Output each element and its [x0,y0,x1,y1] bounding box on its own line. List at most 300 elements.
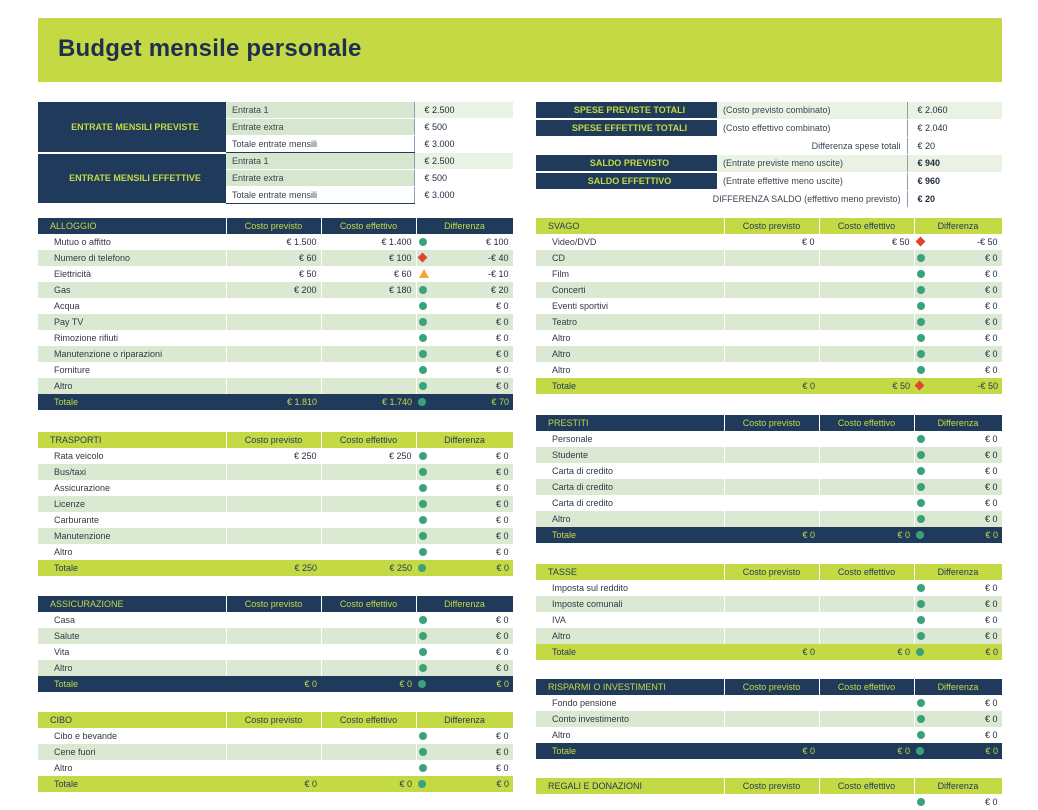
difference-cell [914,266,1002,282]
planned-cost-cell[interactable] [226,298,321,314]
planned-cost-cell[interactable]: € 250 [226,448,321,464]
actual-cost-cell[interactable] [321,330,416,346]
item-label[interactable]: Carburante [38,512,226,528]
item-label[interactable]: Rata veicolo [38,448,226,464]
planned-cost-cell[interactable] [226,378,321,394]
actual-cost-cell[interactable] [321,612,416,628]
difference-cell [914,431,1002,447]
actual-cost-cell[interactable] [819,727,914,743]
planned-cost-cell[interactable] [724,711,819,727]
difference-value: € 20 [490,285,509,295]
status-ok-icon [419,748,427,756]
item-label[interactable]: Altro [38,760,226,776]
actual-cost-cell[interactable] [321,480,416,496]
category-header [38,432,513,448]
item-label[interactable]: Cibo e bevande [38,728,226,744]
item-label[interactable]: Manutenzione [38,528,226,544]
actual-cost-cell[interactable] [819,447,914,463]
planned-cost-cell[interactable]: € 0 [226,676,321,692]
item-row [38,644,513,660]
difference-value: -€ 40 [487,253,509,263]
summary-value[interactable]: € 2.500 [414,102,513,119]
planned-cost-cell[interactable] [226,496,321,512]
category-table [536,778,1003,810]
item-label[interactable]: Numero di telefono [38,250,226,266]
actual-cost-cell[interactable] [819,362,914,378]
col-header-planned: Costo previsto [724,218,819,234]
item-label[interactable]: Elettricità [38,266,226,282]
col-header-planned: Costo previsto [724,415,819,431]
difference-value: € 0 [495,631,509,642]
difference-value: € 0 [495,498,509,509]
difference-cell [914,743,1002,759]
planned-cost-cell[interactable] [724,250,819,266]
item-label[interactable]: Totale [536,743,724,759]
actual-cost-cell[interactable] [819,495,914,511]
planned-cost-cell[interactable] [724,695,819,711]
actual-cost-cell[interactable]: € 0 [819,644,914,660]
difference-value: € 0 [985,746,998,756]
difference-cell [914,596,1002,612]
summary-value[interactable]: € 3.000 [414,136,513,153]
item-label[interactable]: Altro [536,511,724,527]
planned-cost-cell[interactable] [724,495,819,511]
actual-cost-cell[interactable] [819,695,914,711]
difference-value: € 0 [495,317,509,327]
planned-cost-cell[interactable] [724,362,819,378]
difference-value: € 0 [984,285,998,295]
actual-cost-cell[interactable]: € 0 [321,676,416,692]
planned-cost-cell[interactable] [724,727,819,743]
planned-cost-cell[interactable] [226,362,321,378]
col-header-diff: Differenza [416,218,513,234]
planned-cost-cell[interactable] [724,330,819,346]
item-row [536,727,1002,743]
difference-value: € 0 [984,317,998,327]
actual-cost-cell[interactable] [819,431,914,447]
difference-value: € 0 [495,381,509,391]
actual-cost-cell[interactable] [819,794,914,810]
item-label[interactable]: Totale [38,776,226,792]
planned-cost-cell[interactable] [226,612,321,628]
difference-cell [416,660,513,676]
actual-cost-cell[interactable] [321,314,416,330]
difference-cell [416,448,513,464]
difference-value: € 0 [495,514,509,525]
summary-label: DIFFERENZA SALDO (effettivo meno previsto) [536,190,907,208]
planned-cost-cell[interactable] [226,512,321,528]
actual-cost-cell[interactable] [819,580,914,596]
actual-cost-cell[interactable]: € 100 [321,250,416,266]
difference-value: € 0 [495,333,509,343]
actual-cost-cell[interactable] [321,378,416,394]
item-label[interactable]: Totale [38,394,226,410]
item-label[interactable]: Altro [536,330,724,346]
planned-cost-cell[interactable] [226,314,321,330]
planned-cost-cell[interactable] [724,511,819,527]
planned-cost-cell[interactable] [724,479,819,495]
difference-cell [914,727,1002,743]
difference-cell [914,314,1002,330]
status-ok-icon [917,435,925,443]
category-header [536,218,1002,234]
category-name: ALLOGGIO [38,218,226,234]
difference-value: € 0 [984,466,998,477]
actual-cost-cell[interactable] [321,464,416,480]
difference-value: -€ 50 [976,237,998,247]
actual-cost-cell[interactable] [819,612,914,628]
planned-cost-cell[interactable] [724,612,819,628]
planned-cost-cell[interactable]: € 0 [724,743,819,759]
item-row [536,612,1002,628]
item-label[interactable]: Rimozione rifiuti [38,330,226,346]
summary-value[interactable]: € 3.000 [414,187,513,204]
actual-cost-cell[interactable] [321,744,416,760]
difference-value: € 0 [495,450,509,461]
category-name: REGALI E DONAZIONI [536,778,724,794]
actual-cost-cell[interactable] [819,298,914,314]
item-label[interactable]: Cene fuori [38,744,226,760]
actual-cost-cell[interactable] [819,282,914,298]
status-ok-icon [418,680,426,688]
difference-cell [416,544,513,560]
difference-cell [416,644,513,660]
difference-value: -€ 10 [487,269,509,279]
difference-cell [914,644,1002,660]
difference-cell [416,250,513,266]
summary-row [536,172,1002,190]
status-ok-icon [917,600,925,608]
category-table [38,432,514,576]
item-label[interactable]: Totale [536,527,724,543]
status-ok-icon [419,516,427,524]
actual-cost-cell[interactable] [819,628,914,644]
planned-cost-cell[interactable] [226,644,321,660]
item-row [536,794,1002,810]
planned-cost-cell[interactable] [724,282,819,298]
actual-cost-cell[interactable] [819,266,914,282]
item-label[interactable]: Imposta sul reddito [536,580,724,596]
actual-cost-cell[interactable]: € 60 [321,266,416,282]
item-label[interactable]: IVA [536,612,724,628]
item-row [536,695,1002,711]
status-ok-icon [917,350,925,358]
col-header-actual: Costo effettivo [321,596,416,612]
planned-cost-cell[interactable] [724,447,819,463]
summary-value[interactable]: € 500 [414,119,513,136]
item-label[interactable] [536,794,724,810]
item-label[interactable]: Altro [38,660,226,676]
planned-cost-cell[interactable]: € 50 [226,266,321,282]
item-label[interactable]: Imposte comunali [536,596,724,612]
item-row [38,330,513,346]
item-label[interactable]: Video/DVD [536,234,724,250]
item-label[interactable]: Totale [38,560,226,576]
status-ok-icon [916,747,924,755]
difference-cell [416,560,513,576]
planned-cost-cell[interactable]: € 0 [724,644,819,660]
item-label[interactable]: CD [536,250,724,266]
actual-cost-cell[interactable] [321,512,416,528]
actual-cost-cell[interactable]: € 1.740 [321,394,416,410]
status-ok-icon [419,452,427,460]
item-label[interactable]: Eventi sportivi [536,298,724,314]
item-label[interactable]: Fondo pensione [536,695,724,711]
difference-value: € 0 [495,762,509,773]
actual-cost-cell[interactable] [321,496,416,512]
item-row [536,346,1002,362]
planned-cost-cell[interactable]: € 0 [724,378,819,394]
planned-cost-cell[interactable] [226,628,321,644]
difference-value: € 0 [984,498,998,509]
status-ok-icon [419,532,427,540]
planned-cost-cell[interactable] [226,660,321,676]
actual-cost-cell[interactable] [819,511,914,527]
summary-header: SPESE EFFETTIVE TOTALI [536,119,717,137]
planned-cost-cell[interactable]: € 1.810 [226,394,321,410]
total-row [536,644,1002,660]
difference-value: € 0 [495,615,509,626]
planned-cost-cell[interactable] [226,544,321,560]
item-row [38,760,513,776]
planned-cost-cell[interactable] [724,463,819,479]
status-ok-icon [419,318,427,326]
status-ok-icon [419,350,427,358]
item-label[interactable]: Totale [536,644,724,660]
item-label[interactable]: Carta di credito [536,495,724,511]
planned-cost-cell[interactable] [724,431,819,447]
col-header-planned: Costo previsto [724,679,819,695]
difference-cell [914,234,1002,250]
summary-value[interactable]: € 500 [414,170,513,187]
status-ok-icon [419,484,427,492]
actual-cost-cell[interactable] [321,298,416,314]
difference-cell [416,760,513,776]
category-name: ASSICURAZIONE [38,596,226,612]
planned-cost-cell[interactable] [226,464,321,480]
status-ok-icon [418,398,426,406]
item-row [536,431,1002,447]
item-label[interactable]: Bus/taxi [38,464,226,480]
summary-row [536,102,1002,119]
planned-cost-cell[interactable]: € 250 [226,560,321,576]
actual-cost-cell[interactable] [321,346,416,362]
difference-cell [416,464,513,480]
status-ok-icon [917,731,925,739]
status-ok-icon [917,270,925,278]
item-row [38,544,513,560]
planned-cost-cell[interactable] [226,330,321,346]
status-ok-icon [917,483,925,491]
status-ok-icon [917,467,925,475]
item-row [38,528,513,544]
status-ok-icon [418,564,426,572]
item-row [38,314,513,330]
item-label[interactable]: Mutuo o affitto [38,234,226,250]
difference-value: € 0 [495,530,509,541]
balance-summary [536,102,1002,208]
difference-cell [914,628,1002,644]
actual-cost-cell[interactable]: € 0 [819,527,914,543]
difference-cell [416,298,513,314]
item-label[interactable]: Carta di credito [536,463,724,479]
status-ok-icon [917,584,925,592]
planned-cost-cell[interactable]: € 200 [226,282,321,298]
item-label[interactable]: Altro [536,362,724,378]
summary-label: Entrata 1 [226,153,414,170]
col-header-actual: Costo effettivo [819,218,914,234]
actual-cost-cell[interactable] [321,760,416,776]
actual-cost-cell[interactable]: € 250 [321,448,416,464]
summary-label: (Entrate previste meno uscite) [717,155,907,173]
category-table [536,218,1003,394]
status-ok-icon [419,366,427,374]
actual-cost-cell[interactable] [321,528,416,544]
actual-cost-cell[interactable]: € 250 [321,560,416,576]
category-table [38,218,514,410]
planned-cost-cell[interactable] [226,528,321,544]
planned-cost-cell[interactable] [724,266,819,282]
actual-cost-cell[interactable] [819,711,914,727]
actual-cost-cell[interactable] [819,314,914,330]
item-row [536,266,1002,282]
actual-cost-cell[interactable] [819,463,914,479]
item-label[interactable]: Conto investimento [536,711,724,727]
item-row [38,362,513,378]
item-label[interactable]: Vita [38,644,226,660]
planned-cost-cell[interactable] [724,794,819,810]
item-label[interactable]: Salute [38,628,226,644]
item-label[interactable]: Acqua [38,298,226,314]
status-ok-icon [917,318,925,326]
item-label[interactable]: Gas [38,282,226,298]
item-label[interactable]: Altro [536,346,724,362]
item-label[interactable]: Casa [38,612,226,628]
actual-cost-cell[interactable] [321,362,416,378]
col-header-actual: Costo effettivo [321,712,416,728]
col-header-diff: Differenza [416,712,513,728]
item-row [536,314,1002,330]
status-ok-icon [916,648,924,656]
status-ok-icon [419,764,427,772]
item-label[interactable]: Film [536,266,724,282]
item-row [536,628,1002,644]
status-warning-icon [419,269,429,278]
actual-cost-cell[interactable]: € 50 [819,234,914,250]
actual-cost-cell[interactable] [321,544,416,560]
difference-cell [914,511,1002,527]
actual-cost-cell[interactable]: € 0 [819,743,914,759]
actual-cost-cell[interactable] [819,596,914,612]
status-ok-icon [917,254,925,262]
planned-cost-cell[interactable]: € 0 [724,234,819,250]
status-ok-icon [419,238,427,246]
summary-label: Differenza spese totali [536,137,907,155]
planned-cost-cell[interactable] [226,346,321,362]
item-label[interactable]: Teatro [536,314,724,330]
item-label[interactable]: Pay TV [38,314,226,330]
actual-cost-cell[interactable] [321,660,416,676]
planned-cost-cell[interactable] [724,580,819,596]
item-label[interactable]: Licenze [38,496,226,512]
planned-cost-cell[interactable] [226,760,321,776]
actual-cost-cell[interactable] [819,346,914,362]
item-label[interactable]: Forniture [38,362,226,378]
planned-cost-cell[interactable]: € 1.500 [226,234,321,250]
planned-cost-cell[interactable] [724,314,819,330]
category-name: TASSE [536,564,724,580]
summary-header: ENTRATE MENSILI EFFETTIVE [38,153,226,204]
actual-cost-cell[interactable]: € 0 [321,776,416,792]
actual-cost-cell[interactable]: € 180 [321,282,416,298]
difference-cell [914,527,1002,543]
total-row [536,743,1002,759]
planned-cost-cell[interactable] [724,596,819,612]
actual-cost-cell[interactable] [819,479,914,495]
item-label[interactable]: Concerti [536,282,724,298]
planned-cost-cell[interactable] [724,346,819,362]
difference-cell [914,282,1002,298]
difference-cell [416,362,513,378]
difference-cell [914,298,1002,314]
item-label[interactable]: Totale [38,676,226,692]
planned-cost-cell[interactable]: € 0 [724,527,819,543]
item-label[interactable]: Totale [536,378,724,394]
item-label[interactable]: Manutenzione o riparazioni [38,346,226,362]
summary-row [536,119,1002,137]
summary-value[interactable]: € 2.500 [414,153,513,170]
planned-cost-cell[interactable]: € 60 [226,250,321,266]
actual-cost-cell[interactable]: € 1.400 [321,234,416,250]
difference-cell [416,628,513,644]
actual-cost-cell[interactable] [321,628,416,644]
difference-cell [914,378,1002,394]
summary-label: Entrate extra [226,119,414,136]
summary-label: (Entrate effettive meno uscite) [717,172,907,190]
planned-cost-cell[interactable]: € 0 [226,776,321,792]
item-label[interactable]: Altro [38,378,226,394]
planned-cost-cell[interactable] [226,744,321,760]
item-label[interactable]: Studente [536,447,724,463]
actual-cost-cell[interactable] [321,644,416,660]
item-label[interactable]: Assicurazione [38,480,226,496]
planned-cost-cell[interactable] [226,728,321,744]
summary-label: Entrate extra [226,170,414,187]
category-header [38,712,513,728]
item-label[interactable]: Personale [536,431,724,447]
item-label[interactable]: Altro [536,727,724,743]
status-ok-icon [419,286,427,294]
actual-cost-cell[interactable] [819,250,914,266]
difference-cell [416,776,513,792]
difference-value: € 0 [984,582,998,593]
item-label[interactable]: Carta di credito [536,479,724,495]
summary-value: € 2.060 [907,102,1002,119]
planned-cost-cell[interactable] [226,480,321,496]
col-header-actual: Costo effettivo [819,564,914,580]
item-label[interactable]: Altro [38,544,226,560]
planned-cost-cell[interactable] [724,298,819,314]
actual-cost-cell[interactable]: € 50 [819,378,914,394]
actual-cost-cell[interactable] [321,728,416,744]
total-row [38,676,513,692]
item-label[interactable]: Altro [536,628,724,644]
income-summary [38,102,513,205]
actual-cost-cell[interactable] [819,330,914,346]
planned-cost-cell[interactable] [724,628,819,644]
difference-cell [416,528,513,544]
status-ok-icon [917,499,925,507]
